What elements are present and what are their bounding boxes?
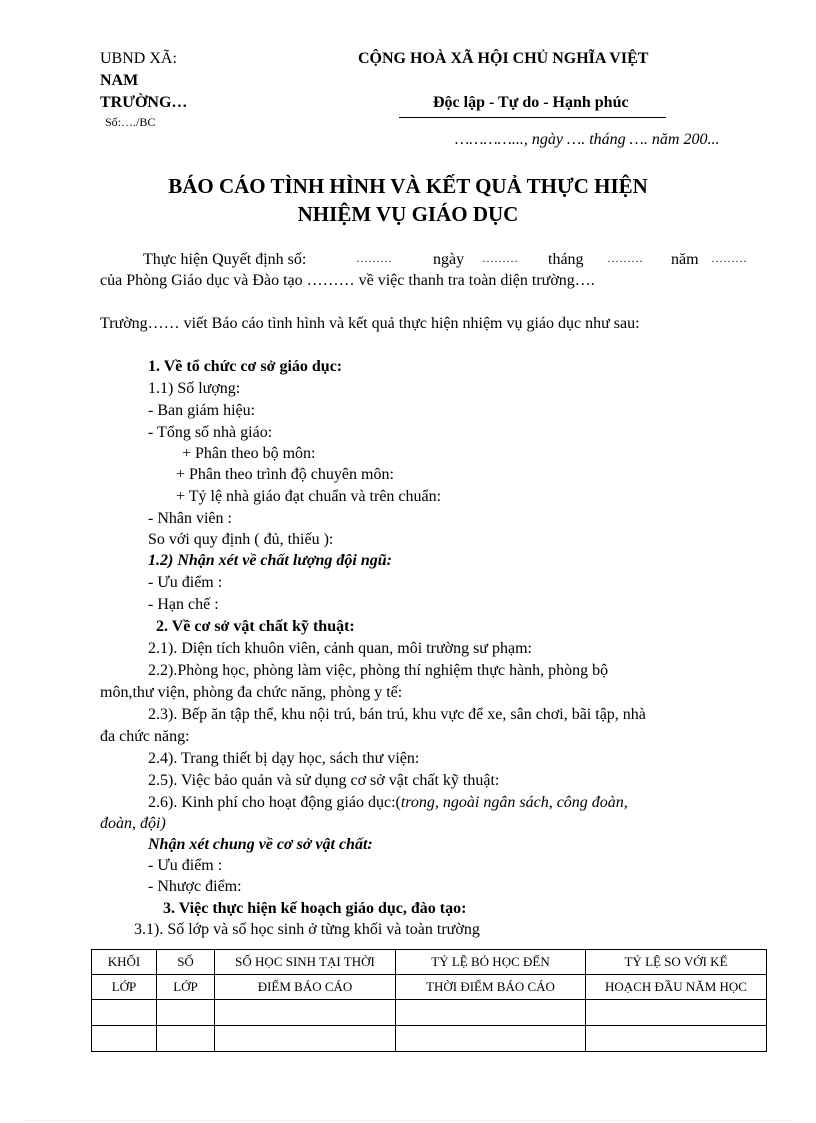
intro-year: năm — [671, 251, 699, 268]
table-header-row — [92, 975, 767, 1000]
section2-line: 2.3). Bếp ăn tập thể, khu nội trú, bán trú, khu vực để xe, sân chơi, bãi tập, nhà — [148, 706, 646, 723]
intro-month: tháng — [548, 251, 584, 268]
table-header-cell: THỜI ĐIỂM BÁO CÁO — [396, 975, 586, 1000]
dots-2: ……… — [482, 251, 518, 265]
section1-line: + Tỷ lệ nhà giáo đạt chuẩn và trên chuẩn: — [176, 488, 442, 505]
motto: Độc lập - Tự do - Hạnh phúc — [433, 94, 629, 111]
section2-heading: 2. Về cơ sở vật chất kỹ thuật: — [156, 618, 355, 635]
intro-decision: Thực hiện Quyết định số: — [143, 251, 307, 268]
funding-sources: trong, ngoài ngân sách, công đoàn, — [400, 794, 628, 811]
section2-line: môn,thư viện, phòng đa chức năng, phòng y tế: — [100, 684, 403, 701]
section1-line: - Ban giám hiệu: — [148, 402, 256, 419]
class-students-table — [91, 949, 767, 1052]
section2-line-funding — [148, 794, 628, 812]
table-header-cell: ĐIỂM BÁO CÁO — [215, 975, 396, 1000]
section1-line: - Nhân viên : — [148, 510, 232, 527]
section1-subheading: 1.2) Nhận xét về chất lượng đội ngũ: — [148, 552, 392, 569]
report-title-line2: NHIỆM VỤ GIÁO DỤC — [297, 202, 519, 226]
dots-3: ……… — [607, 251, 643, 265]
org-line-3: TRƯỜNG… — [100, 94, 188, 111]
section2-line: đa chức năng: — [100, 728, 190, 745]
table-cell — [396, 1026, 586, 1052]
table-header-cell: TỶ LỆ BỎ HỌC ĐẾN — [396, 950, 586, 975]
table-cell — [157, 1000, 215, 1026]
dots-4: ……… — [711, 251, 747, 265]
section1-heading: 1. Về tổ chức cơ sở giáo dục: — [148, 358, 343, 375]
section1-line: + Phân theo trình độ chuyên môn: — [176, 466, 394, 483]
section1-line: 1.1) Số lượng: — [148, 380, 241, 397]
table-header-cell: KHỐI — [92, 950, 157, 975]
table-cell — [586, 1026, 767, 1052]
section1-line: So với quy định ( đủ, thiếu ): — [148, 531, 334, 548]
table-header-row — [92, 950, 767, 975]
table-cell — [215, 1026, 396, 1052]
table-cell — [92, 1000, 157, 1026]
table-row — [92, 1000, 767, 1026]
org-line-1: UBND XÃ: — [100, 50, 177, 67]
section1-line: - Ưu điểm : — [148, 574, 223, 591]
intro-line2: của Phòng Giáo dục và Đào tạo ……… về việc thanh tra toàn diện trường…. — [100, 272, 595, 289]
funding-label: 2.6). Kinh phí cho hoạt động giáo dục:( — [148, 794, 401, 811]
table-cell — [92, 1026, 157, 1052]
table-cell — [157, 1026, 215, 1052]
table-cell — [215, 1000, 396, 1026]
section2-line: - Ưu điểm : — [148, 857, 223, 874]
section1-line: - Tổng số nhà giáo: — [148, 424, 273, 441]
section2-line: 2.1). Diện tích khuôn viên, cảnh quan, môi trường sư phạm: — [148, 640, 532, 657]
section2-line: 2.5). Việc bảo quản và sử dụng cơ sở vật chất kỹ thuật: — [148, 772, 500, 789]
section3-line: 3.1). Số lớp và số học sinh ở từng khối và toàn trường — [134, 921, 480, 938]
page-bottom-divider — [24, 1120, 792, 1121]
table-cell — [586, 1000, 767, 1026]
intro-paragraph-2: Trường…… viết Báo cáo tình hình và kết quả thực hiện nhiệm vụ giáo dục như sau: — [100, 315, 640, 332]
doc-number: Số:…./BC — [105, 115, 156, 129]
section1-line: - Hạn chế : — [148, 596, 219, 613]
table-header-cell: SỐ — [157, 950, 215, 975]
date-line: …………..., ngày …. tháng …. năm 200... — [455, 131, 720, 148]
table-header-cell: HOẠCH ĐẦU NĂM HỌC — [586, 975, 767, 1000]
republic-name: CỘNG HOÀ XÃ HỘI CHỦ NGHĨA VIỆT — [358, 50, 649, 67]
table-header-cell: LỚP — [92, 975, 157, 1000]
table-header-cell: TỶ LỆ SO VỚI KẾ — [586, 950, 767, 975]
section2-line: 2.4). Trang thiết bị dạy học, sách thư viện: — [148, 750, 420, 767]
motto-underline — [399, 117, 666, 118]
table-cell — [396, 1000, 586, 1026]
section3-heading: 3. Việc thực hiện kế hoạch giáo dục, đào tạo: — [163, 900, 467, 917]
report-title-line1: BÁO CÁO TÌNH HÌNH VÀ KẾT QUẢ THỰC HIỆN — [168, 174, 648, 198]
section2-line: 2.2).Phòng học, phòng làm việc, phòng thí nghiệm thực hành, phòng bộ — [148, 662, 609, 679]
section2-line: đoàn, đội) — [100, 815, 166, 832]
dots-1: ……… — [356, 251, 392, 265]
table-row — [92, 1026, 767, 1052]
table-header-cell: LỚP — [157, 975, 215, 1000]
table-header-cell: SỐ HỌC SINH TẠI THỜI — [215, 950, 396, 975]
section2-line: - Nhược điểm: — [148, 878, 242, 895]
section2-subheading: Nhận xét chung về cơ sở vật chất: — [148, 836, 373, 853]
section1-line: + Phân theo bộ môn: — [182, 445, 316, 462]
org-line-2: NAM — [100, 72, 139, 89]
intro-day: ngày — [433, 251, 465, 268]
